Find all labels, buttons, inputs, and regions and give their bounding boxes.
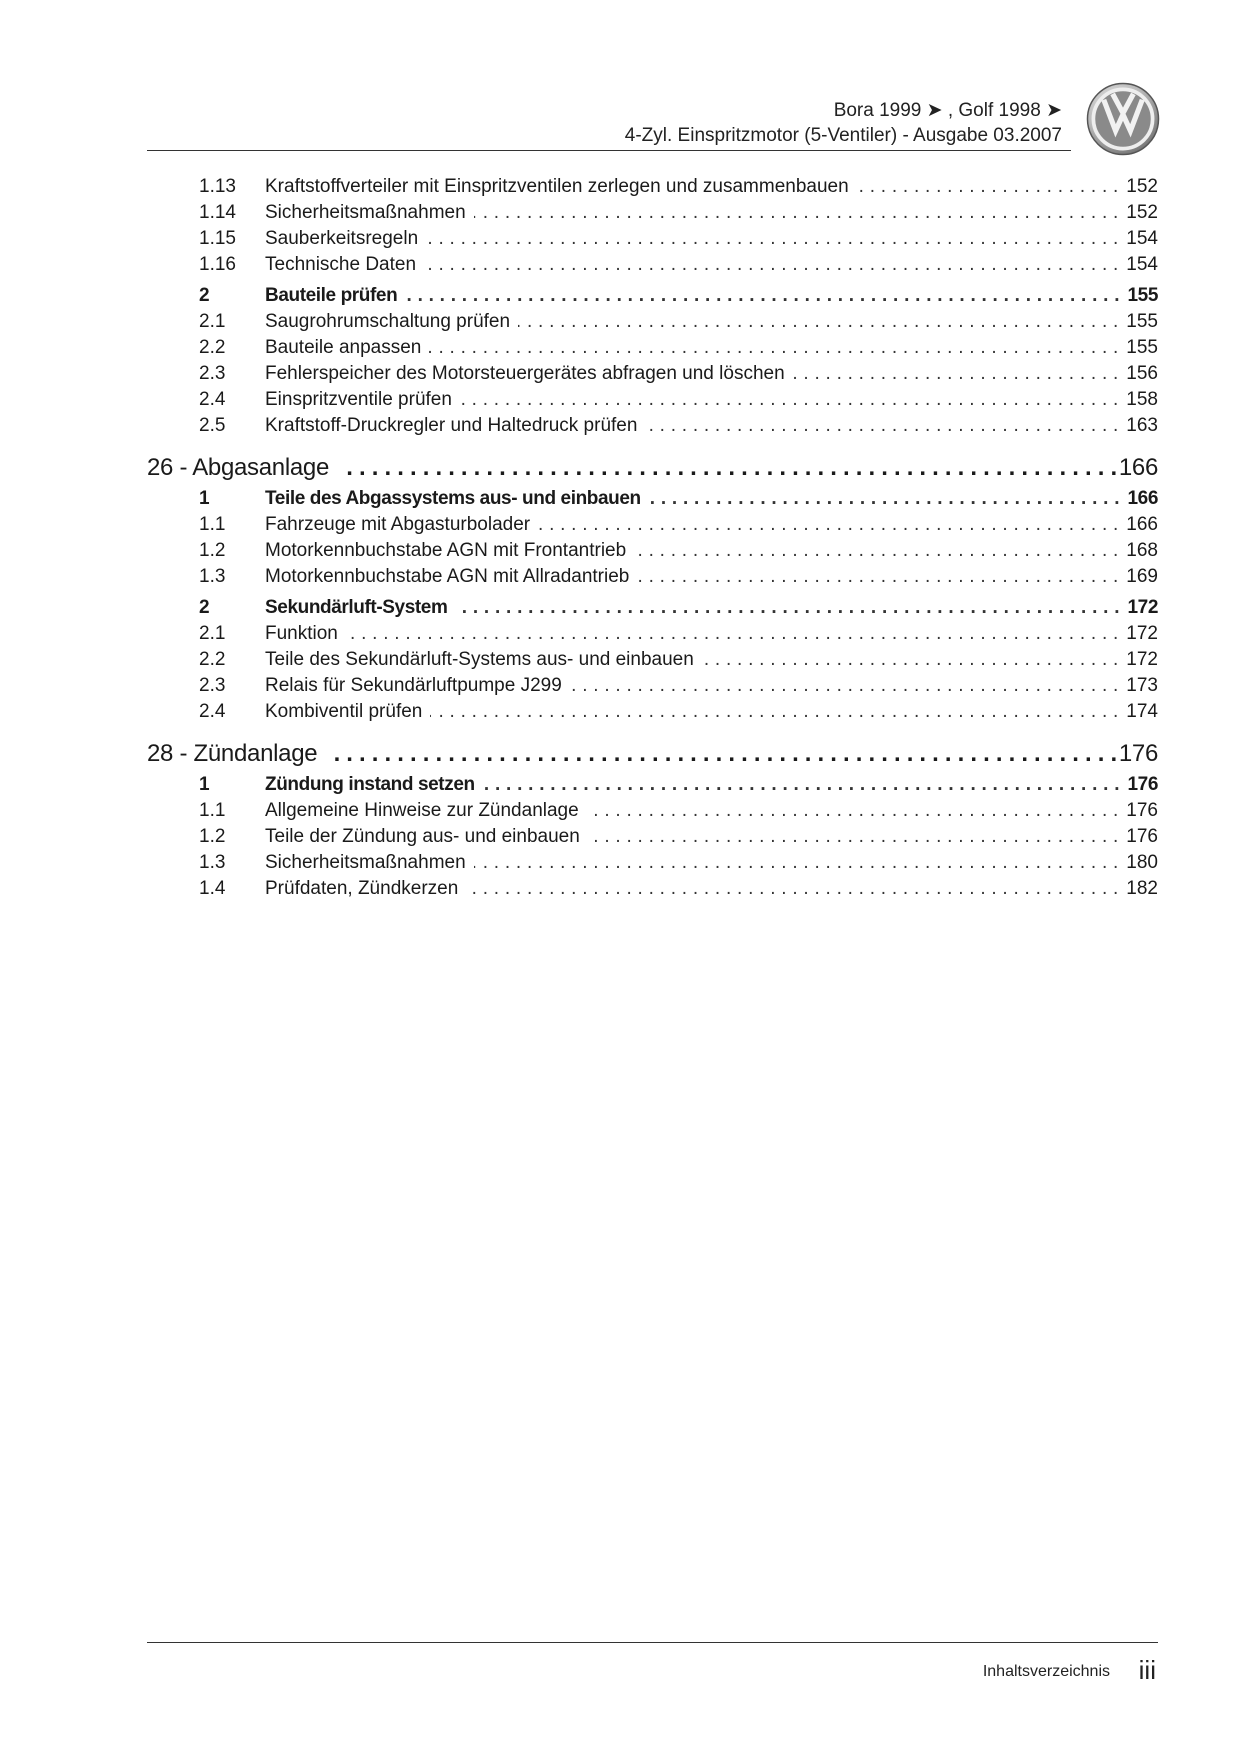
toc-entry-number: 1	[199, 488, 210, 509]
toc-entry-number: 2.5	[199, 415, 226, 436]
toc-entry-number: 2.2	[199, 337, 226, 358]
toc-leader-dots	[341, 451, 1117, 485]
toc-entry-title: Kombiventil prüfen	[265, 701, 423, 722]
toc-entry-page: 163	[1126, 415, 1158, 436]
toc-entry[interactable]	[147, 200, 1158, 226]
toc-entry-title: Einspritzventile prüfen	[265, 389, 452, 410]
toc-entry-page: 180	[1126, 852, 1158, 873]
toc-leader-dots	[460, 387, 1118, 413]
running-header	[625, 98, 1062, 148]
header-divider	[147, 150, 1071, 151]
toc-entry-number: 2	[199, 285, 210, 306]
toc-entry[interactable]	[147, 647, 1158, 673]
toc-leader-dots	[474, 200, 1119, 226]
toc-entry-number: 1.1	[199, 800, 226, 821]
toc-entry-number: 2.3	[199, 675, 226, 696]
toc-leader-dots	[424, 252, 1118, 278]
toc-leader-dots	[405, 283, 1119, 309]
toc-leader-dots	[538, 512, 1118, 538]
toc-leader-dots	[587, 798, 1119, 824]
toc-leader-dots	[430, 699, 1118, 725]
toc-entry-title: Prüfdaten, Zündkerzen	[265, 878, 459, 899]
toc-entry-title: Funktion	[265, 623, 338, 644]
toc-entry-title: Teile der Zündung aus- und einbauen	[265, 826, 580, 847]
toc-leader-dots	[645, 413, 1118, 439]
toc-section-heading[interactable]	[147, 772, 1158, 798]
toc-chapter-page: 176	[1118, 740, 1158, 767]
toc-leader-dots	[702, 647, 1118, 673]
footer-page-number: iii	[1138, 1655, 1156, 1685]
toc-entry-page: 156	[1126, 363, 1158, 384]
toc-entry-number: 2.3	[199, 363, 226, 384]
toc-entry[interactable]	[147, 309, 1158, 335]
footer-divider	[147, 1642, 1158, 1643]
toc-entry-title: Kraftstoffverteiler mit Einspritzventilen zerlegen und zusammenbauen	[265, 176, 849, 197]
toc-leader-dots	[793, 361, 1119, 387]
toc-entry-page: 182	[1126, 878, 1158, 899]
toc-entry-title: Sekundärluft-System	[265, 597, 448, 618]
toc-leader-dots	[474, 850, 1119, 876]
toc-entry-title: Teile des Abgassystems aus- und einbauen	[265, 488, 641, 509]
toc-entry-number: 2.2	[199, 649, 226, 670]
toc-leader-dots	[570, 673, 1119, 699]
toc-entry[interactable]	[147, 226, 1158, 252]
toc-entry-page: 155	[1126, 337, 1158, 358]
toc-entry-title: Kraftstoff-Druckregler und Haltedruck prüfen	[265, 415, 638, 436]
toc-entry[interactable]	[147, 673, 1158, 699]
toc-chapter-heading[interactable]	[147, 737, 1158, 771]
toc-entry[interactable]	[147, 699, 1158, 725]
toc-entry-title: Motorkennbuchstabe AGN mit Allradantrieb	[265, 566, 630, 587]
toc-section-heading[interactable]	[147, 486, 1158, 512]
toc-entry[interactable]	[147, 564, 1158, 590]
toc-entry[interactable]	[147, 335, 1158, 361]
toc-entry-page: 169	[1126, 566, 1158, 587]
toc-entry-page: 166	[1126, 514, 1158, 535]
header-engine-line: 4-Zyl. Einspritzmotor (5-Ventiler) - Ausgabe 03.2007	[624, 125, 1062, 146]
toc-entry-page: 155	[1127, 285, 1158, 306]
toc-leader-dots	[649, 486, 1120, 512]
toc-leader-dots	[588, 824, 1119, 850]
table-of-contents	[147, 174, 1158, 902]
toc-entry-page: 168	[1126, 540, 1158, 561]
toc-entry-page: 176	[1127, 774, 1158, 795]
toc-entry-title: Sauberkeitsregeln	[265, 228, 419, 249]
toc-leader-dots	[466, 876, 1118, 902]
toc-entry-number: 2.1	[199, 311, 226, 332]
toc-chapter-title: 28 - Zündanlage	[147, 740, 318, 767]
toc-leader-dots	[455, 595, 1119, 621]
toc-entry-title: Saugrohrumschaltung prüfen	[265, 311, 511, 332]
toc-entry-number: 1.2	[199, 826, 226, 847]
vw-logo-icon	[1086, 82, 1160, 156]
toc-leader-dots	[426, 226, 1118, 252]
toc-entry-page: 172	[1126, 623, 1158, 644]
footer-section-label: Inhaltsverzeichnis	[982, 1663, 1110, 1680]
toc-entry-page: 172	[1126, 649, 1158, 670]
toc-entry[interactable]	[147, 512, 1158, 538]
toc-entry-page: 166	[1127, 488, 1158, 509]
toc-entry-page: 176	[1126, 800, 1158, 821]
toc-section-heading[interactable]	[147, 595, 1158, 621]
toc-chapter-title: 26 - Abgasanlage	[147, 454, 330, 481]
toc-entry[interactable]	[147, 252, 1158, 278]
toc-leader-dots	[429, 335, 1118, 361]
toc-leader-dots	[634, 538, 1118, 564]
toc-entry-number: 1.4	[199, 878, 226, 899]
toc-leader-dots	[857, 174, 1119, 200]
toc-entry-page: 172	[1127, 597, 1158, 618]
toc-entry[interactable]	[147, 876, 1158, 902]
toc-entry-number: 1.3	[199, 852, 226, 873]
toc-entry-page: 152	[1126, 202, 1158, 223]
toc-entry-number: 2.4	[199, 701, 226, 722]
toc-leader-dots	[518, 309, 1118, 335]
toc-entry-number: 1.16	[199, 254, 236, 275]
toc-entry[interactable]	[147, 850, 1158, 876]
toc-entry-page: 154	[1126, 254, 1158, 275]
toc-entry[interactable]	[147, 798, 1158, 824]
toc-entry-number: 1.3	[199, 566, 226, 587]
toc-entry-title: Sicherheitsmaßnahmen	[265, 852, 466, 873]
toc-entry-title: Bauteile anpassen	[265, 337, 422, 358]
toc-entry-number: 1	[199, 774, 210, 795]
toc-entry-page: 155	[1126, 311, 1158, 332]
toc-entry[interactable]	[147, 621, 1158, 647]
toc-section-heading[interactable]	[147, 283, 1158, 309]
toc-leader-dots	[346, 621, 1118, 647]
toc-entry-number: 2	[199, 597, 210, 618]
toc-entry[interactable]	[147, 538, 1158, 564]
toc-entry-title: Teile des Sekundärluft-Systems aus- und einbauen	[265, 649, 694, 670]
toc-entry-title: Technische Daten	[265, 254, 417, 275]
toc-entry-number: 1.15	[199, 228, 236, 249]
toc-leader-dots	[483, 772, 1120, 798]
toc-chapter-heading[interactable]	[147, 451, 1158, 485]
toc-entry-title: Bauteile prüfen	[265, 285, 398, 306]
toc-entry-title: Fehlerspeicher des Motorsteuergerätes abfragen und löschen	[265, 363, 785, 384]
toc-entry-title: Zündung instand setzen	[265, 774, 475, 795]
toc-entry-number: 1.1	[199, 514, 226, 535]
toc-entry[interactable]	[147, 174, 1158, 200]
toc-entry-title: Relais für Sekundärluftpumpe J299	[265, 675, 562, 696]
toc-entry-page: 158	[1126, 389, 1158, 410]
toc-entry-title: Sicherheitsmaßnahmen	[265, 202, 466, 223]
toc-leader-dots	[637, 564, 1118, 590]
toc-entry-title: Fahrzeuge mit Abgasturbolader	[265, 514, 531, 535]
toc-entry[interactable]	[147, 413, 1158, 439]
toc-entry-title: Motorkennbuchstabe AGN mit Frontantrieb	[265, 540, 627, 561]
toc-leader-dots	[329, 737, 1117, 771]
toc-entry[interactable]	[147, 361, 1158, 387]
toc-entry-title: Allgemeine Hinweise zur Zündanlage	[265, 800, 579, 821]
toc-entry-page: 152	[1126, 176, 1158, 197]
toc-entry[interactable]	[147, 824, 1158, 850]
toc-entry-number: 2.4	[199, 389, 226, 410]
toc-entry-page: 173	[1126, 675, 1158, 696]
toc-entry-number: 1.13	[199, 176, 236, 197]
toc-entry-number: 1.14	[199, 202, 236, 223]
toc-entry-page: 174	[1126, 701, 1158, 722]
header-model-line: Bora 1999 ➤ , Golf 1998 ➤	[833, 100, 1062, 121]
toc-entry-number: 1.2	[199, 540, 226, 561]
toc-entry-page: 154	[1126, 228, 1158, 249]
toc-entry-number: 2.1	[199, 623, 226, 644]
toc-entry[interactable]	[147, 387, 1158, 413]
toc-entry-page: 176	[1126, 826, 1158, 847]
toc-chapter-page: 166	[1118, 454, 1158, 481]
